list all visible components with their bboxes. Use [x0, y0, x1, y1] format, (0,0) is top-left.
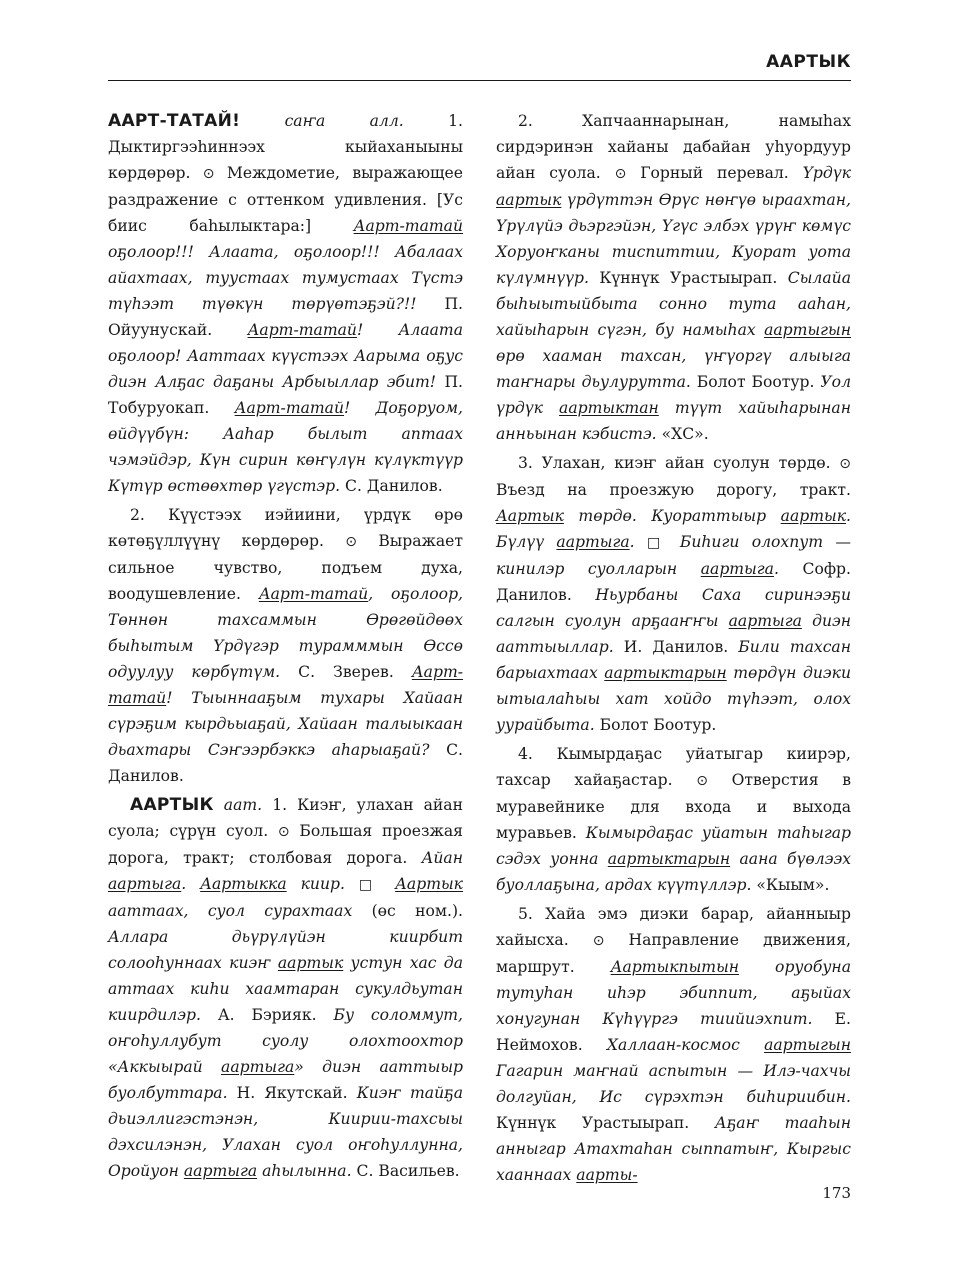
example-italic: ! Доҕоруом, өйдүүбүн: Ааһар былыт аптаах чэмэйдэр, Күн сирин көҥүлүн күлүктүүр Күтүр өстөөхтөр үгүстэр. [108, 399, 463, 495]
underlined-term: Аарт-татай [108, 663, 464, 707]
translation-marker-icon: ⊙ [277, 824, 290, 840]
entry-text [496, 745, 851, 894]
left-column [108, 108, 463, 1187]
text-run: С. Зверев. [280, 663, 412, 681]
example-italic [611, 958, 739, 976]
underlined-term: аартыга [728, 612, 802, 630]
example-italic [235, 399, 344, 417]
underlined-term: аартыктан [559, 399, 659, 417]
text-run [668, 533, 680, 551]
example-italic: , оҕолоор, Төннөн тахсаммын Өрөгөйдөөх быһытым Үрдүгэр турамммын Өссө одуулуу көрбүтүм. [108, 585, 464, 681]
underlined-term: Аарт-татай [234, 399, 345, 417]
text-run: Н. Якутскай. [227, 1084, 357, 1102]
text-run: Болот Боотур. [690, 373, 821, 391]
headword-aartyk: ААРТЫК [130, 795, 214, 815]
phrase-marker-icon: □ [358, 877, 382, 893]
translation-marker-icon: ⊙ [592, 933, 605, 949]
underlined-term: аартык [277, 954, 344, 972]
underlined-term: Аартык [496, 507, 564, 525]
underlined-term: аартык [780, 507, 847, 525]
translation-marker-icon: ⊙ [202, 166, 215, 182]
text-run: (өс ном.). [352, 902, 463, 920]
underlined-term: аартыга [556, 533, 630, 551]
text-run: Е. Неймохов. [496, 1010, 851, 1054]
example-italic [729, 612, 802, 630]
example-italic: Сылайа быһыытыйбыта сонно тута ааһан, хайыһарын сүгэн, бу намыһах [496, 269, 851, 339]
example-italic: төрдө. Куораттыыр [563, 507, 781, 525]
underlined-term: Аарт-татай [258, 585, 369, 603]
text-run: Въезд на проезжую дорогу, тракт. [496, 481, 851, 499]
example-italic: диэн ааттыыллар. [496, 612, 852, 656]
example-italic: . [181, 875, 201, 893]
example-italic: киир. [286, 875, 345, 893]
underlined-term: Аартык [395, 875, 463, 893]
example-italic: ! Алаата оҕолоор! Ааттаах күүстээх Аарыма оҕус диэн Алҕас даҕаны Арбыыллар эбит! [108, 321, 463, 391]
text-run: Междометие, выражающее раздражение с оттенком удивления. [Ус биис баһылыктара:] [108, 164, 464, 235]
text-run: С. Данилов. [108, 741, 463, 785]
headword-aart-tatai: ААРТ-ТАТАЙ! [108, 111, 241, 131]
translation-marker-icon: ⊙ [696, 773, 708, 789]
example-italic [496, 191, 561, 209]
entry-aartyk-sense-4 [496, 741, 851, 898]
example-italic: . [629, 533, 635, 551]
example-italic [496, 507, 564, 525]
text-run: Болот Боотур. [594, 716, 717, 734]
right-column [496, 108, 851, 1191]
text-run: «ХС». [656, 425, 709, 443]
text-run: 1. Киэҥ, улахан айан суола; сүрүн суол. [108, 796, 463, 840]
text-run: 1. Дыктиргээһиннээх кыйаханыыны көрдөрөр. [108, 112, 463, 182]
underlined-term: аартыга [108, 875, 182, 893]
example-italic: » диэн ааттыыр буолбуттара. [108, 1058, 464, 1102]
phrase-marker-icon: □ [646, 535, 668, 551]
example-italic [764, 321, 851, 339]
entry-aart-tatai-sense-2 [108, 502, 463, 789]
underlined-term: аартыга [221, 1058, 295, 1076]
example-italic [354, 217, 463, 235]
example-italic: . Бүлүү [496, 507, 851, 551]
example-italic: Били тахсан барыахтаах [496, 638, 851, 682]
example-italic [184, 1162, 257, 1180]
example-italic: Аҕаҥ тааһын анныгар Атахтаһан сыппатыҥ, Кыргыс хааннаах [496, 1114, 851, 1184]
translation-marker-icon: ⊙ [345, 534, 357, 550]
text-run [381, 875, 395, 893]
example-italic [395, 875, 463, 893]
example-italic: Айан [421, 849, 463, 867]
example-italic: устун хас да аттаах киһи хаамтаран сукулдьутан киирдилэр. [108, 954, 463, 1024]
entry-text [108, 112, 463, 495]
example-italic: аһылынна. [257, 1162, 352, 1180]
header-rule [108, 80, 851, 81]
text-run: 3. Улахан, киэҥ айан суолун төрдө. [518, 454, 840, 472]
page-number: 173 [822, 1184, 851, 1202]
text-run: Горный перевал. [626, 164, 803, 182]
example-italic: Халлаан-космос [606, 1036, 765, 1054]
text-run [635, 533, 647, 551]
text-run: П. Тобуруокап. [108, 373, 464, 417]
text-run: 2. Күүстээх иэйиини, үрдүк өрө көтөҕүллүүнү көрдөрөр. [108, 506, 463, 550]
text-run: С. Васильев. [351, 1162, 460, 1180]
example-italic [200, 875, 287, 893]
text-run: Отверстия в муравейнике для входа и выхода муравьев. [496, 771, 851, 842]
example-italic: түүт хайыһарынан анньынан кэбистэ. [496, 399, 851, 443]
entry-text [108, 796, 463, 1180]
text-run: Направление движения, маршрут. [496, 931, 851, 976]
example-italic [559, 399, 659, 417]
example-italic: Уол үрдүк [496, 373, 851, 417]
underlined-term: аартыга [183, 1162, 258, 1180]
entry-aart-tatai-sense-1 [108, 108, 463, 499]
text-run: 4. Кымырдаҕас уйатыгар киирэр, тахсар хайаҕастар. [496, 745, 851, 789]
text-run: Күннүк Урастыырап. [496, 1114, 715, 1132]
text-run: Софр. Данилов. [496, 560, 851, 604]
text-run: «Кыым». [751, 876, 830, 894]
example-italic: аат. [223, 796, 263, 814]
example-italic: Бу соломмут, оҥоһуллубут суолу олохтоохтор «Аккыырай [108, 1006, 463, 1076]
example-italic [608, 850, 730, 868]
text-run [345, 875, 359, 893]
example-italic [576, 1166, 637, 1184]
text-run: Большая проезжая дорога, тракт; столбовая дорога. [108, 822, 463, 867]
example-italic [221, 1058, 294, 1076]
example-italic: Ньурбаны Саха сиринээҕи салгын суолун арҕааҥҥы [496, 586, 851, 630]
example-italic [604, 664, 726, 682]
example-italic: Кымырдаҕас уйатын таһыгар сэдэх уонна [496, 824, 851, 868]
underlined-term: аартык [496, 191, 562, 209]
underlined-term: Аарт-татай [353, 217, 463, 235]
entry-aartyk-sense-1 [108, 792, 463, 1184]
underlined-term: аартыгын [764, 1036, 851, 1054]
running-head: ААРТЫК [766, 52, 851, 72]
example-italic: оруобуна тутуһан иһэр эбиппит, аҕыйах хонугунан Күһүүргэ тиийиэхпит. [496, 958, 851, 1028]
underlined-term: аартыгын [764, 321, 851, 339]
underlined-term: аарты- [576, 1166, 638, 1184]
text-run: Күннүк Урастыырап. [588, 269, 788, 287]
example-italic: ! Тыыннааҕым тухары Хайаан сүрэҕим кырдьыаҕай, Хайаан талыыкаан дьахтары Сэҥээрбэккэ аһарыаҕай? [108, 689, 463, 759]
example-italic [278, 954, 343, 972]
text-run: 5. Хайа эмэ диэки барар, айанныыр хайысха. [496, 905, 851, 949]
underlined-term: аартыктарын [604, 664, 727, 682]
example-italic: Киэҥ тайҕа дьиэллигэстэнэн, Киирии-тахсыы дэхсилэнэн, Улахан суол оҥоһуллунна, Оройуон [108, 1084, 463, 1180]
example-italic [259, 585, 368, 603]
text-run: И. Данилов. [613, 638, 739, 656]
translation-marker-icon: ⊙ [614, 166, 627, 182]
underlined-term: Аарт-татай [247, 321, 357, 339]
example-italic: Үрдүк [802, 164, 851, 182]
example-italic: Аллара дьүрүлүйэн киирбит солооһуннаах киэҥ [108, 928, 463, 972]
example-italic: ааттаах, суол сурахтаах [108, 902, 353, 920]
example-italic [701, 560, 774, 578]
example-italic: төрдүн диэки ытыалаһыы хат хойдо түһээт, олох уурайбыта. [496, 664, 851, 734]
example-italic: Гагарин маҥнай аспытын — Илэ-чахчы долгуйан, Ис сүрэхтэн биһириибин. [496, 1062, 851, 1106]
entry-aartyk-sense-5 [496, 901, 851, 1188]
text-run: С. Данилов. [340, 477, 443, 495]
entry-aartyk-sense-3 [496, 450, 851, 738]
example-italic [781, 507, 846, 525]
entry-text [496, 112, 851, 443]
example-italic [556, 533, 629, 551]
example-italic: оҕолоор!!! Алаата, оҕолоор!!! Абалаах айахтаах, туустаах тумустаах Түстэ түһээт түөкүн төрүөтэҕэй?!! [108, 243, 463, 313]
entry-text [496, 905, 851, 1184]
text-run: Выражает сильное чувство, подъем духа, воодушевление. [108, 532, 463, 603]
example-italic: үрдүттэн Өрүс нөҥүө ыраахтан, Үрүлүйэ дьэргэйэн, Үгүс элбэх үрүҥ көмүс Хоруоҥканы тиспиттии, Куорат уота күлүмнүүр. [496, 191, 851, 287]
text-run: 2. Хапчааннарынан, намыһах сирдэринэн хайаны дабайан уһуордуур айан суола. [496, 112, 851, 182]
example-italic: өрө хааман тахсан, үҥүоргү алыыга таҥнары дьулурутта. [496, 347, 851, 391]
text-run: П. Ойуунускай. [108, 295, 463, 339]
entry-text [496, 454, 851, 734]
example-italic [108, 875, 181, 893]
example-italic: саҥа алл. [284, 112, 404, 130]
example-italic [248, 321, 357, 339]
text-run: А. Бэрияк. [200, 1006, 334, 1024]
example-italic: Биһиги олохпут — кинилэр суолларын [496, 533, 851, 578]
example-italic [764, 1036, 851, 1054]
underlined-term: аартыктарын [607, 850, 731, 868]
translation-marker-icon: ⊙ [839, 456, 851, 472]
example-italic: . [773, 560, 779, 578]
entry-aartyk-sense-2 [496, 108, 851, 447]
example-italic: аана бүөлээх буоллаҕына, ардах күүтүллэр. [496, 850, 851, 894]
underlined-term: аартыга [700, 560, 774, 578]
underlined-term: Аартыкпытын [610, 958, 740, 976]
underlined-term: Аартыкка [200, 875, 287, 893]
entry-text [108, 506, 463, 785]
